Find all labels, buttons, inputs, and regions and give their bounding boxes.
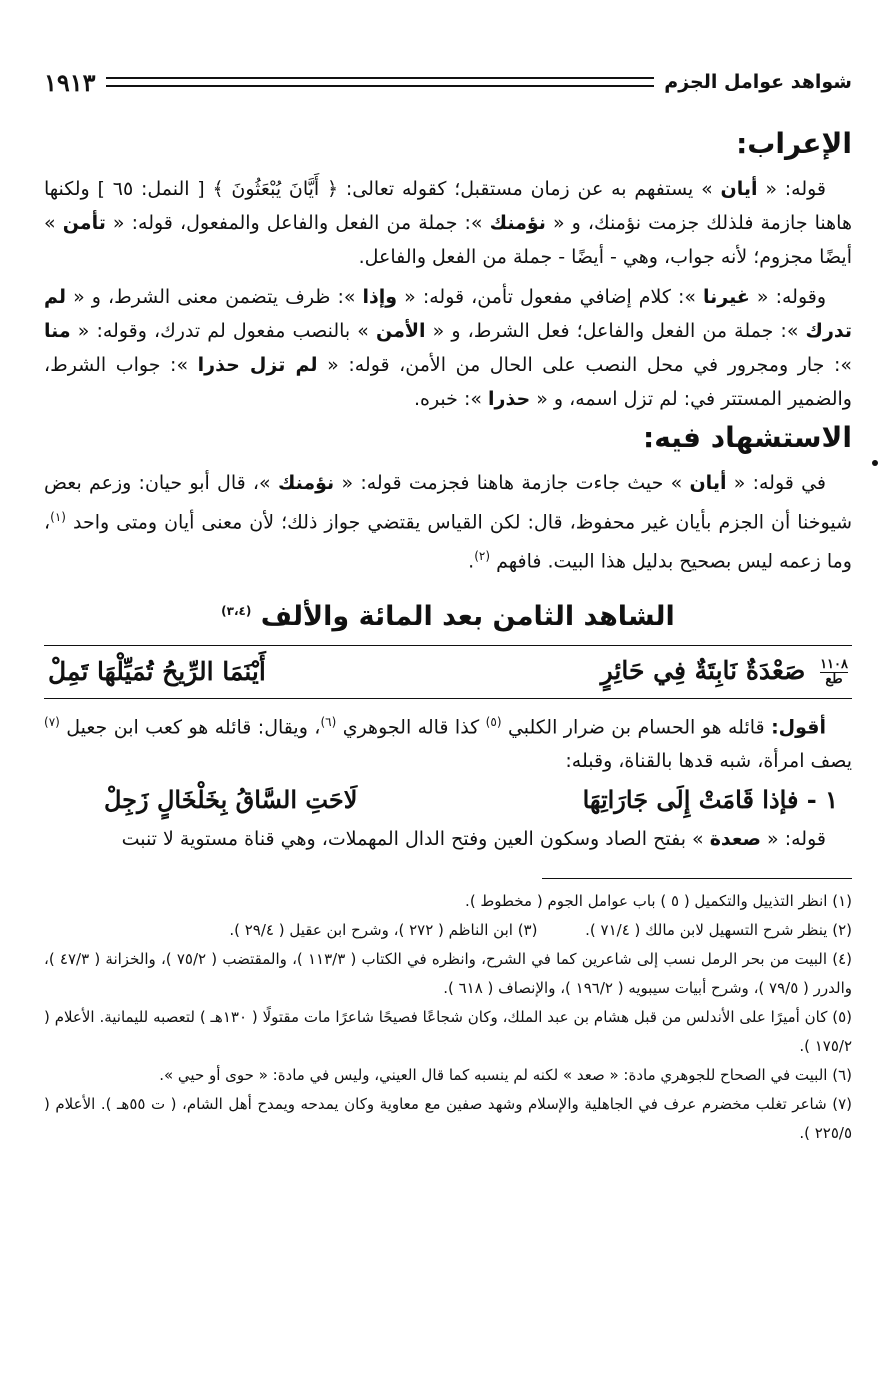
aqwal-paragraph <box>44 705 852 778</box>
footnote-ref: (٣،٤) <box>221 603 252 618</box>
keyword: أيان <box>720 178 758 200</box>
keyword: لم تدرك <box>44 286 853 342</box>
header-rule <box>106 77 655 87</box>
irab-paragraph-2 <box>44 280 852 416</box>
verse-reference <box>820 658 848 687</box>
text: »: جواب الشرط، والضمير المستتر في: لم تزل اسمه، و « <box>44 354 852 410</box>
shahid-title-text: الشاهد الثامن بعد المائة والألف <box>260 600 675 632</box>
text: »: جملة من الفعل والفاعل؛ فعل الشرط، و « <box>432 320 799 342</box>
footnote: (٢) ينظر شرح التسهيل لابن مالك ( ٧١/٤ ). (٣) ابن الناظم ( ٢٧٢ )، وشرح ابن عقيل ( ٢٩/٤ ). <box>229 920 852 939</box>
footnote: (٤) البيت من بحر الرمل نسب إلى شاعرين كما في الشرح، وانظره في الكتاب ( ١١٣/٣ )، والمقتضب ( ٧٥/٢ )، والخزانة ( ٤٧/٣ )، والدرر ( ٧٩/٥ )، وشرح أبيات سيبويه ( ١٩٦/٢ )، والإنصاف ( ٦١٨ ). <box>44 949 852 997</box>
keyword: غيرنا <box>703 286 750 308</box>
footnote-ref: (٥) <box>485 714 502 729</box>
istishhad-paragraph <box>44 466 852 579</box>
text: »: كلام إضافي مفعول تأمن، قوله: « <box>404 286 696 308</box>
text: يصف امرأة، شبه قدها بالقناة، وقبله: <box>565 749 852 772</box>
margin-dot <box>872 460 878 466</box>
text: ، وما زعمه ليس بصحيح بدليل هذا البيت. فافهم <box>44 511 852 573</box>
text: »: جار ومجرور في محل النصب على الحال من الأمن، قوله: « <box>327 354 853 376</box>
verse-ref-code: طع <box>825 672 843 688</box>
text: ، ويقال: قائله هو كعب ابن جعيل <box>66 715 321 738</box>
footnote: (١) انظر التذييل والتكميل ( ٥ ) باب عوامل الجوم ( مخطوط ). <box>465 891 852 910</box>
keyword: أقول: <box>771 715 827 738</box>
text: قائله هو الحسام بن ضرار الكلبي <box>507 715 765 738</box>
footnote-ref: (٧) <box>44 714 60 729</box>
verse-text: صَعْدَةٌ نَابِتَةٌ فِي حَائِرٍ <box>600 656 806 686</box>
text: » بفتح الصاد وسكون العين وفتح الدال المهملات، وهي قناة مستوية لا تنبت <box>121 827 704 850</box>
text: »: جملة من الفعل والفاعل والمفعول، قوله: « <box>112 212 483 234</box>
page-number: ١٩١٣ <box>44 67 96 97</box>
verse-first-hemistich: أَيْنَمَا الرِّيحُ تُمَيِّلْهَا تَمِلْ <box>48 657 266 687</box>
keyword: لم تزل حذرا <box>197 354 318 376</box>
footnote-ref: (٢) <box>474 549 491 564</box>
keyword: منا <box>44 320 71 342</box>
keyword: الأمن <box>376 320 426 342</box>
verse-second-hemistich <box>601 656 848 687</box>
keyword: أيان <box>689 472 727 494</box>
text: كذا قاله الجوهري <box>342 715 480 738</box>
text: » أيضًا مجزوم؛ لأنه جواب، وهي - أيضًا - جملة من الفعل والفاعل. <box>44 212 852 268</box>
verse-number: ١ - <box>806 785 838 815</box>
preceding-verse <box>44 778 852 822</box>
keyword: وإذا <box>362 286 398 308</box>
text: »، قال أبو حيان: وزعم بعض شيوخنا أن الجزم بأيان غير محفوظ، قال: لكن القياس يقتضي جواز ذلك؛ لأن معنى أيان ومتى واحد <box>44 472 852 534</box>
irab-heading: الإعراب: <box>736 127 852 160</box>
text: » بالنصب مفعول لم تدرك، وقوله: « <box>77 320 369 342</box>
text: وقوله: « <box>756 286 827 308</box>
keyword: حذرا <box>488 388 531 410</box>
verse-second-hemistich: لَاحَتِ السَّاقُ بِخَلْخَالٍ زَجِلْ <box>104 785 358 815</box>
main-verse <box>44 645 852 699</box>
footnote: (٥) كان أميرًا على الأندلس من قبل هشام بن عبد الملك، وكان شجاعًا فصيحًا شاعرًا مات مقتولًا ( ١٣٠هـ ) لتعصبه لليمانية. الأعلام ( ١٧٥/٢ ). <box>44 1007 853 1055</box>
keyword: تأمن <box>62 212 106 234</box>
text: »: خبره. <box>413 388 482 410</box>
footnotes <box>44 887 852 1148</box>
footnote: (٧) شاعر تغلب مخضرم عرف في الجاهلية والإسلام وشهد صفين مع معاوية وكان يمدحه ويمدح أهل الشام، ( ت ٥٥هـ ). الأعلام ( ٢٢٥/٥ ). <box>44 1094 852 1142</box>
text: » يستفهم به عن زمان مستقبل؛ كقوله تعالى: ﴿ أَيَّانَ يُبْعَثُونَ ﴾ [ النمل: ٦٥ ] ولكنها هاهنا جازمة فلذلك جزمت نؤمنك، و « <box>44 178 852 234</box>
qawluhu-paragraph <box>44 822 852 856</box>
text: . <box>468 550 475 573</box>
keyword: صعدة <box>709 827 761 850</box>
footnote: (٦) البيت في الصحاح للجوهري مادة: « صعد » لكنه لم ينسبه كما قال العيني، وليس في مادة: « حوى أو حيي ». <box>159 1065 852 1084</box>
text: »: ظرف يتضمن معنى الشرط، و « <box>73 286 356 308</box>
istishhad-heading: الاستشهاد فيه: <box>643 421 852 454</box>
text: في قوله: « <box>733 472 827 494</box>
footnote-ref: (١) <box>50 510 66 524</box>
keyword: نؤمنك <box>489 212 546 234</box>
text: قوله: « <box>767 827 826 850</box>
irab-paragraph-1 <box>44 172 852 274</box>
running-header <box>44 62 852 102</box>
text: قوله: « <box>765 178 827 200</box>
footnote-ref: (٦) <box>320 714 337 729</box>
shahid-title <box>44 589 852 639</box>
text: » حيث جاءت جازمة هاهنا فجزمت قوله: « <box>341 472 683 494</box>
verse-first-hemistich <box>583 785 838 814</box>
verse-text: فإذا قَامَتْ إِلَى جَارَاتِهَا <box>582 785 799 815</box>
header-title: شواهد عوامل الجزم <box>664 71 852 93</box>
footnote-separator <box>542 878 852 879</box>
keyword: نؤمنك <box>277 472 335 494</box>
verse-ref-number: ١١٠٨ <box>820 657 848 673</box>
page <box>44 62 852 1148</box>
